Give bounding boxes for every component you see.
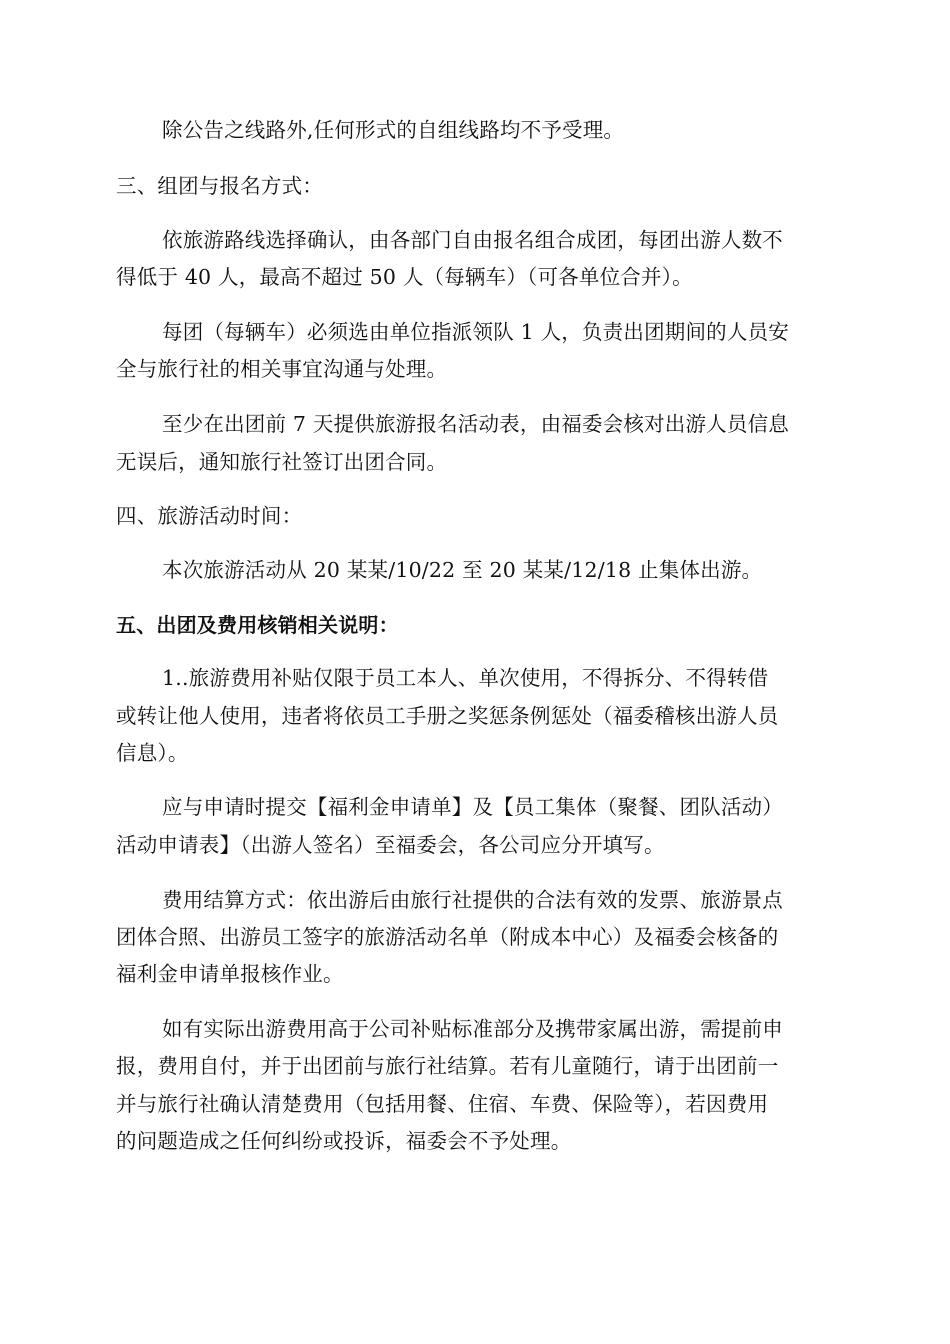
section-heading: 三、组团与报名方式： [116,174,323,198]
text-line: 并与旅行社确认清楚费用（包括用餐、住宿、车费、保险等），若因费用 [116,1092,769,1116]
text-line: 或转让他人使用，违者将依员工手册之奖惩条例惩处（福委稽核出游人员 [116,704,779,728]
text-line: 至少在出团前 7 天提供旅游报名活动表，由福委会核对出游人员信息 [162,412,789,436]
text-line: 应与申请时提交【福利金申请单】及【员工集体（聚餐、团队活动） [162,795,783,819]
text-line: 如有实际出游费用高于公司补贴标准部分及携带家属出游，需提前申 [162,1017,783,1041]
section-heading: 五、出团及费用核销相关说明： [116,613,399,637]
section-heading: 四、旅游活动时间： [116,504,303,528]
text-line: 活动申请表】（出游人签名）至福委会，各公司应分开填写。 [116,833,665,857]
text-line: 无误后，通知旅行社签订出团合同。 [116,450,448,474]
text-line: 本次旅游活动从 20 某某/10/22 至 20 某某/12/18 止集体出游。 [162,558,763,582]
text-line: 福利金申请单报核作业。 [116,962,344,986]
text-line: 得低于 40 人，最高不超过 50 人（每辆车）（可各单位合并）。 [116,265,693,289]
text-line: 报，费用自付，并于出团前与旅行社结算。若有儿童随行，请于出团前一 [116,1054,779,1078]
text-line: 除公告之线路外,任何形式的自组线路均不予受理。 [162,118,625,142]
text-line: 费用结算方式：依出游后由旅行社提供的合法有效的发票、旅游景点 [162,888,783,912]
text-line: 全与旅行社的相关事宜沟通与处理。 [116,357,448,381]
text-line: 1..旅游费用补贴仅限于员工本人、单次使用，不得拆分、不得转借 [162,666,769,690]
text-line: 依旅游路线选择确认，由各部门自由报名组合成团，每团出游人数不 [162,228,783,252]
text-line: 信息）。 [116,741,189,765]
text-line: 的问题造成之任何纠纷或投诉，福委会不予处理。 [116,1129,572,1153]
text-line: 团体合照、出游员工签字的旅游活动名单（附成本中心）及福委会核备的 [116,925,779,949]
text-line: 每团（每辆车）必须选由单位指派领队 1 人，负责出团期间的人员安 [162,320,789,344]
